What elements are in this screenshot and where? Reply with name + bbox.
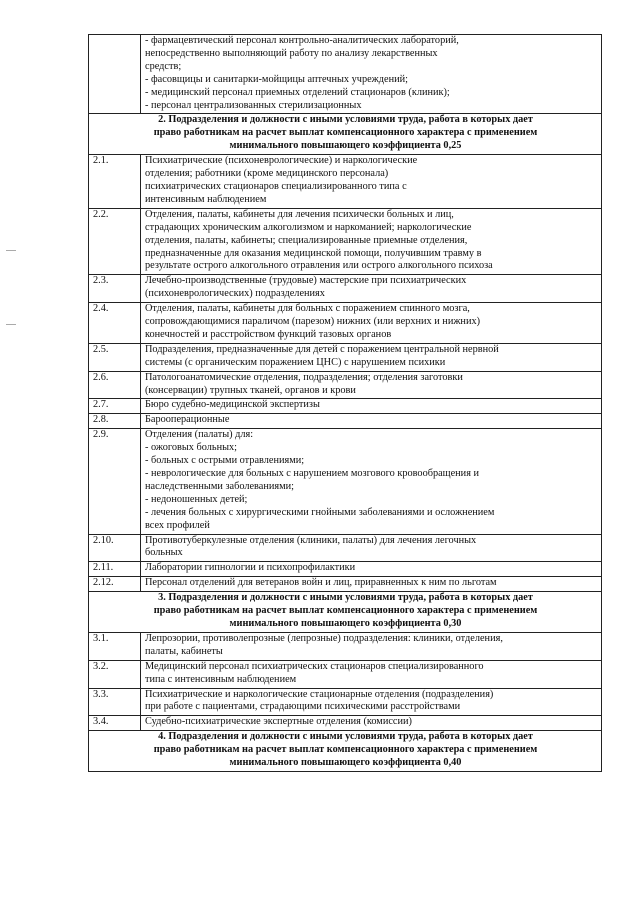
item-number [89,35,141,114]
item-number: 3.1. [89,632,141,660]
section-header-line: право работникам на расчет выплат компенсационного характера с применением [153,605,538,617]
item-text-line: палаты, кабинеты [145,645,223,657]
item-number: 2.5. [89,343,141,371]
item-description [141,275,602,303]
item-text-line: - фасовщицы и санитарки-мойщицы аптечных учреждений; [145,73,408,85]
table-row [89,562,602,577]
item-text-line: типа с интенсивным наблюдением [145,673,297,685]
table-row [89,275,602,303]
item-description [141,577,602,592]
section-header-line: 3. Подразделения и должности с иными условиями труда, работа в которых дает [158,592,533,604]
table-row [89,303,602,344]
item-text-line: психиатрических стационаров специализированного типа с [145,180,407,192]
item-text-line: Персонал отделений для ветеранов войн и лиц, приравненных к ним по льготам [145,577,497,589]
table-row [89,343,602,371]
section-header [89,731,602,772]
item-text-line: средств; [145,60,182,72]
item-text-line: - недоношенных детей; [145,493,248,505]
item-text-line: конечностей и расстройством функций тазовых органов [145,328,392,340]
item-number: 2.10. [89,534,141,562]
section-header-line: право работникам на расчет выплат компенсационного характера с применением [153,744,538,756]
item-text-line: Судебно-психиатрические экспертные отделения (комиссии) [145,716,412,728]
table-row [89,155,602,209]
item-text-line: - неврологические для больных с нарушением мозгового кровообращения и [145,468,480,479]
section-header-line: 2. Подразделения и должности с иными условиями труда, работа в которых дает [158,114,533,126]
item-number: 2.1. [89,155,141,209]
item-text-line: (консервации) трупных тканей, органов и крови [145,384,356,396]
table-row [89,534,602,562]
item-number: 3.2. [89,660,141,688]
item-text-line: отделения; работники (кроме медицинского персонала) [145,168,389,180]
item-text-line: Психиатрические и наркологические стационарные отделения (подразделения) [145,688,494,700]
table-row [89,577,602,592]
item-description [141,208,602,275]
section-header-line: минимального повышающего коэффициента 0,25 [229,140,462,152]
table-row [89,35,602,114]
item-description [141,660,602,688]
table-row [89,716,602,731]
item-text-line: Отделения, палаты, кабинеты для лечения психически больных и лиц, [145,208,454,220]
item-text-line: интенсивным наблюдением [145,193,267,205]
item-text-line: Медицинский персонал психиатрических стационаров специализированного [145,660,484,672]
scan-artifact [6,324,16,325]
item-text-line: наследственными заболеваниями; [145,480,294,492]
table-row [89,399,602,414]
item-description [141,562,602,577]
item-text-line: - персонал централизованных стерилизационных [145,99,362,111]
item-text-line: Бюро судебно-медицинской экспертизы [145,399,320,411]
table-row [89,688,602,716]
item-text-line: Лепрозории, противолепрозные (лепрозные) подразделения: клиники, отделения, [145,632,503,644]
item-text-line: непосредственно выполняющий работу по анализу лекарственных [145,47,438,59]
item-text-line: Лаборатории гипнологии и психопрофилактики [145,562,356,574]
item-text-line: больных [145,547,183,559]
item-text-line: Барооперационные [145,414,230,426]
item-text-line: Отделения, палаты, кабинеты для больных с поражением спинного мозга, [145,303,470,315]
item-text-line: Лечебно-производственные (трудовые) мастерские при психиатрических [145,275,467,287]
section-header-line: право работникам на расчет выплат компенсационного характера с применением [153,127,538,139]
section-header-line: 4. Подразделения и должности с иными условиями труда, работа в которых дает [158,731,533,743]
item-number: 2.3. [89,275,141,303]
item-text-line: Патологоанатомические отделения, подразделения; отделения заготовки [145,371,463,383]
item-text-line: - фармацевтический персонал контрольно-аналитических лабораторий, [145,35,459,46]
section-header-row [89,114,602,155]
item-text-line: - медицинский персонал приемных отделений стационаров (клиник); [145,86,450,98]
item-number: 2.2. [89,208,141,275]
item-description [141,343,602,371]
table-row [89,660,602,688]
item-description [141,632,602,660]
section-header [89,592,602,633]
section-header-line: минимального повышающего коэффициента 0,40 [229,757,462,769]
item-text-line: отделения, палаты, кабинеты; специализированные приемные отделения, [145,234,468,246]
section-header-line: минимального повышающего коэффициента 0,30 [229,617,462,629]
section-header-row [89,592,602,633]
item-text-line: всех профилей [145,519,210,531]
item-number: 2.4. [89,303,141,344]
item-description [141,429,602,534]
item-text-line: системы (с органическим поражением ЦНС) с нарушением психики [145,356,446,368]
item-text-line: - больных с острыми отравлениями; [145,455,305,467]
item-text-line: - ожоговых больных; [145,442,238,454]
item-number: 3.3. [89,688,141,716]
item-number: 2.6. [89,371,141,399]
item-text-line: при работе с пациентами, страдающими психическими расстройствами [145,701,461,713]
item-description [141,399,602,414]
section-header-row [89,731,602,772]
item-text-line: Психиатрические (психоневрологические) и наркологические [145,155,418,167]
table-body [89,35,602,772]
item-description [141,371,602,399]
item-number: 2.7. [89,399,141,414]
item-number: 2.8. [89,414,141,429]
item-text-line: страдающих хроническим алкоголизмом и наркоманией; наркологические [145,221,472,233]
table-row [89,632,602,660]
item-text-line: Подразделения, предназначенные для детей с поражением центральной нервной [145,343,499,355]
table-row [89,429,602,534]
section-header [89,114,602,155]
item-description [141,534,602,562]
table-row [89,414,602,429]
table-row [89,208,602,275]
item-number: 2.11. [89,562,141,577]
item-description [141,414,602,429]
item-number: 2.9. [89,429,141,534]
item-description [141,688,602,716]
item-text-line: (психоневрологических) подразделениях [145,288,325,300]
item-description [141,716,602,731]
positions-table [88,34,602,772]
item-number: 3.4. [89,716,141,731]
item-text-line: предназначенные для оказания медицинской помощи, получившим травму в [145,247,482,259]
item-text-line: - лечения больных с хирургическими гнойными заболеваниями и осложнением [145,506,495,518]
item-text-line: результате острого алкогольного отравления или острого алкогольного психоза [145,260,493,272]
item-description [141,155,602,209]
item-text-line: Отделения (палаты) для: [145,429,254,441]
scan-artifact [6,250,16,251]
item-number: 2.12. [89,577,141,592]
table-row [89,371,602,399]
item-text-line: сопровождающимися параличом (парезом) нижних (или верхних и нижних) [145,316,481,328]
item-description [141,303,602,344]
item-description [141,35,602,114]
item-text-line: Противотуберкулезные отделения (клиники, палаты) для лечения легочных [145,534,477,546]
